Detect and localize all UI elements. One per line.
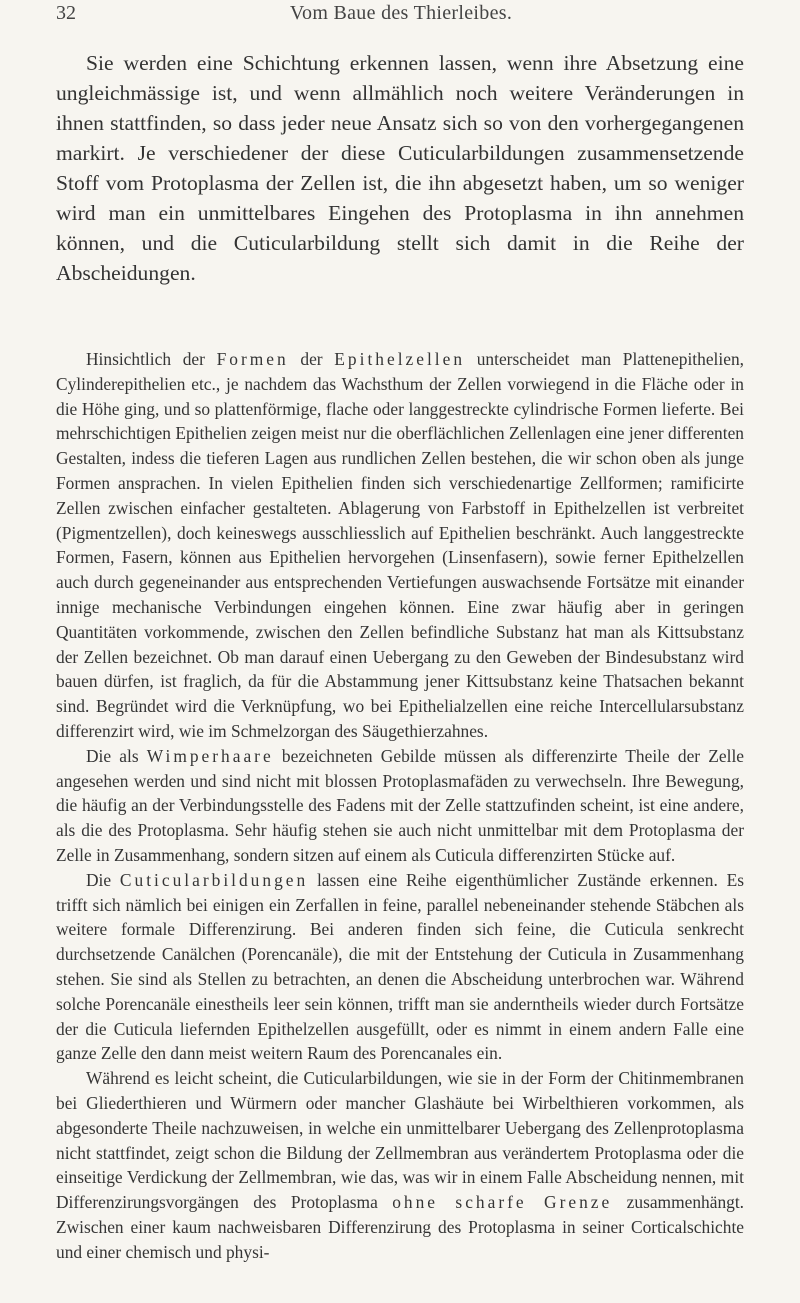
paragraph-differentiation <box>56 1066 744 1264</box>
emphasized-term: Epithelzellen <box>334 349 466 369</box>
paragraph-text: lassen eine Reihe eigenthümlicher Zustände erkennen. Es trifft sich nämlich bei einigen ein Zerfallen in feine, parallel nebeneinander stehende Stäbchen als weitere formale Differenzirung. Bei anderen finden sich feine, die Cuticula senkrecht durchsetzende Canälchen (Porencanäle), die mit der Entstehung der Cuticula in Zusammenhang stehen. Sie sind als Stellen zu betrachten, an denen die Abscheidung unterbrochen war. Während solche Porencanäle einestheils leer sein können, trifft man sie anderntheils wieder durch Fortsätze der die Cuticula liefernden Epithelzellen ausgefüllt, oder es nimmt in einem andern Falle eine ganze Zelle den dann meist weitern Raum des Porencanales ein. <box>56 869 744 1064</box>
paragraph-text: unterscheidet man Plattenepithelien, Cylinderepithelien etc., je nachdem das Wachsthum der Zellen vorwiegend in die Fläche oder in die Höhe ging, und so plattenförmige, flache oder langgestreckte cylindrische Formen lieferte. Bei mehrschichtigen Epithelien zeigen meist nur die oberflächlichen Zellenlagen eine jener differenten Gestalten, indess die tieferen Lagen aus rundlichen Zellen bestehen, die wir schon oben als junge Formen ansprachen. In vielen Epithelien finden sich verschiedenartige Zellformen; ramificirte Zellen zwischen einfacher gestalteten. Ablagerung von Farbstoff in Epithelzellen ist verbreitet (Pigmentzellen), doch keineswegs ausschliesslich auf Epithelien beschränkt. Auch langgestreckte Formen, Fasern, können aus Epithelien hervorgehen (Linsenfasern), sowie ferner Epithelzellen auch durch gegeneinander aus entsprechenden Vertiefungen auswachsende Fortsätze mit einander innige mechanische Verbindungen eingehen können. Eine zwar häufig aber in geringen Quantitäten vorkommende, zwischen den Zellen befindliche Substanz hat man als Kittsubstanz der Zellen bezeichnet. Ob man darauf einen Uebergang zu den Geweben der Bindesubstanz wird bauen dürfen, ist fraglich, da für die Abstammung jener Kittsubstanz keine Thatsachen bekannt sind. Begründet wird die Verknüpfung, wo bei Epithelialzellen eine reiche Intercellularsubstanz differenzirt wird, wie im Schmelzorgan des Säugethierzahnes. <box>56 349 744 741</box>
paragraph-text: der <box>288 349 335 369</box>
intro-section <box>56 48 744 288</box>
intro-paragraph: Sie werden eine Schichtung erkennen lassen, wenn ihre Absetzung eine ungleichmässige ist, und wenn allmählich noch weitere Veränderungen in ihnen stattfinden, so dass jeder neue Ansatz sich so von den vorhergegangenen markirt. Je verschiedener der diese Cuticularbildungen zusammensetzende Stoff vom Protoplasma der Zellen ist, die ihn abgesetzt haben, um so weniger wird man ein unmittelbares Eingehen des Protoplasma in ihn annehmen können, und die Cuticularbildung stellt sich damit in die Reihe der Abscheidungen. <box>56 51 744 285</box>
paragraph-epithel-forms <box>56 347 744 744</box>
page-number: 32 <box>56 2 76 24</box>
running-title: Vom Baue des Thierleibes. <box>289 2 513 24</box>
paragraph-text: bezeichneten Gebilde müssen als differenzirte Theile der Zelle angesehen werden und sind nicht mit blossen Protoplasmafäden zu verwechseln. Ihre Bewegung, die häufig an der Verbindungsstelle des Fadens mit der Zelle stattzufinden scheint, ist eine andere, als die des Protoplasma. Sehr häufig stehen sie auch nicht unmittelbar mit dem Protoplasma der Zelle in Zusammenhang, sondern sitzen auf einem als Cuticula differenzirten Stücke auf. <box>56 745 744 865</box>
page-header <box>56 2 746 32</box>
paragraph-cilia <box>56 744 744 868</box>
emphasized-term: Cuticularbildungen <box>119 869 309 890</box>
emphasized-term: Formen <box>216 349 289 369</box>
paragraph-cuticula <box>56 868 744 1066</box>
paragraph-text: Die <box>86 869 120 890</box>
paragraph-text: Hinsichtlich der <box>86 349 217 369</box>
paragraph-text: zusammenhängt. Zwischen einer kaum nachweisbaren Differenzirung des Protoplasma in seiner Corticalschichte und einer chemisch und physi- <box>56 1192 745 1262</box>
emphasized-term: Wimperhaare <box>146 745 274 766</box>
paragraph-text: Die als <box>86 745 147 766</box>
main-text <box>56 347 744 1264</box>
paragraph-text: Während es leicht scheint, die Cuticularbildungen, wie sie in der Form der Chitinmembranen bei Gliederthieren und Würmern oder mancher Glashäute bei Wirbelthieren vorkommen, als abgesonderte Theile nachzuweisen, in welche ein unmittelbarer Uebergang des Zellenprotoplasma nicht stattfindet, zeigt schon die Bildung der Zellmembran aus verändertem Protoplasma oder die einseitige Verdickung der Zellmembran, wie das, was wir in einem Falle Abscheidung nennen, mit Differenzirungsvorgängen des Protoplasma <box>56 1068 744 1213</box>
emphasized-term: ohne scharfe Grenze <box>392 1192 613 1213</box>
